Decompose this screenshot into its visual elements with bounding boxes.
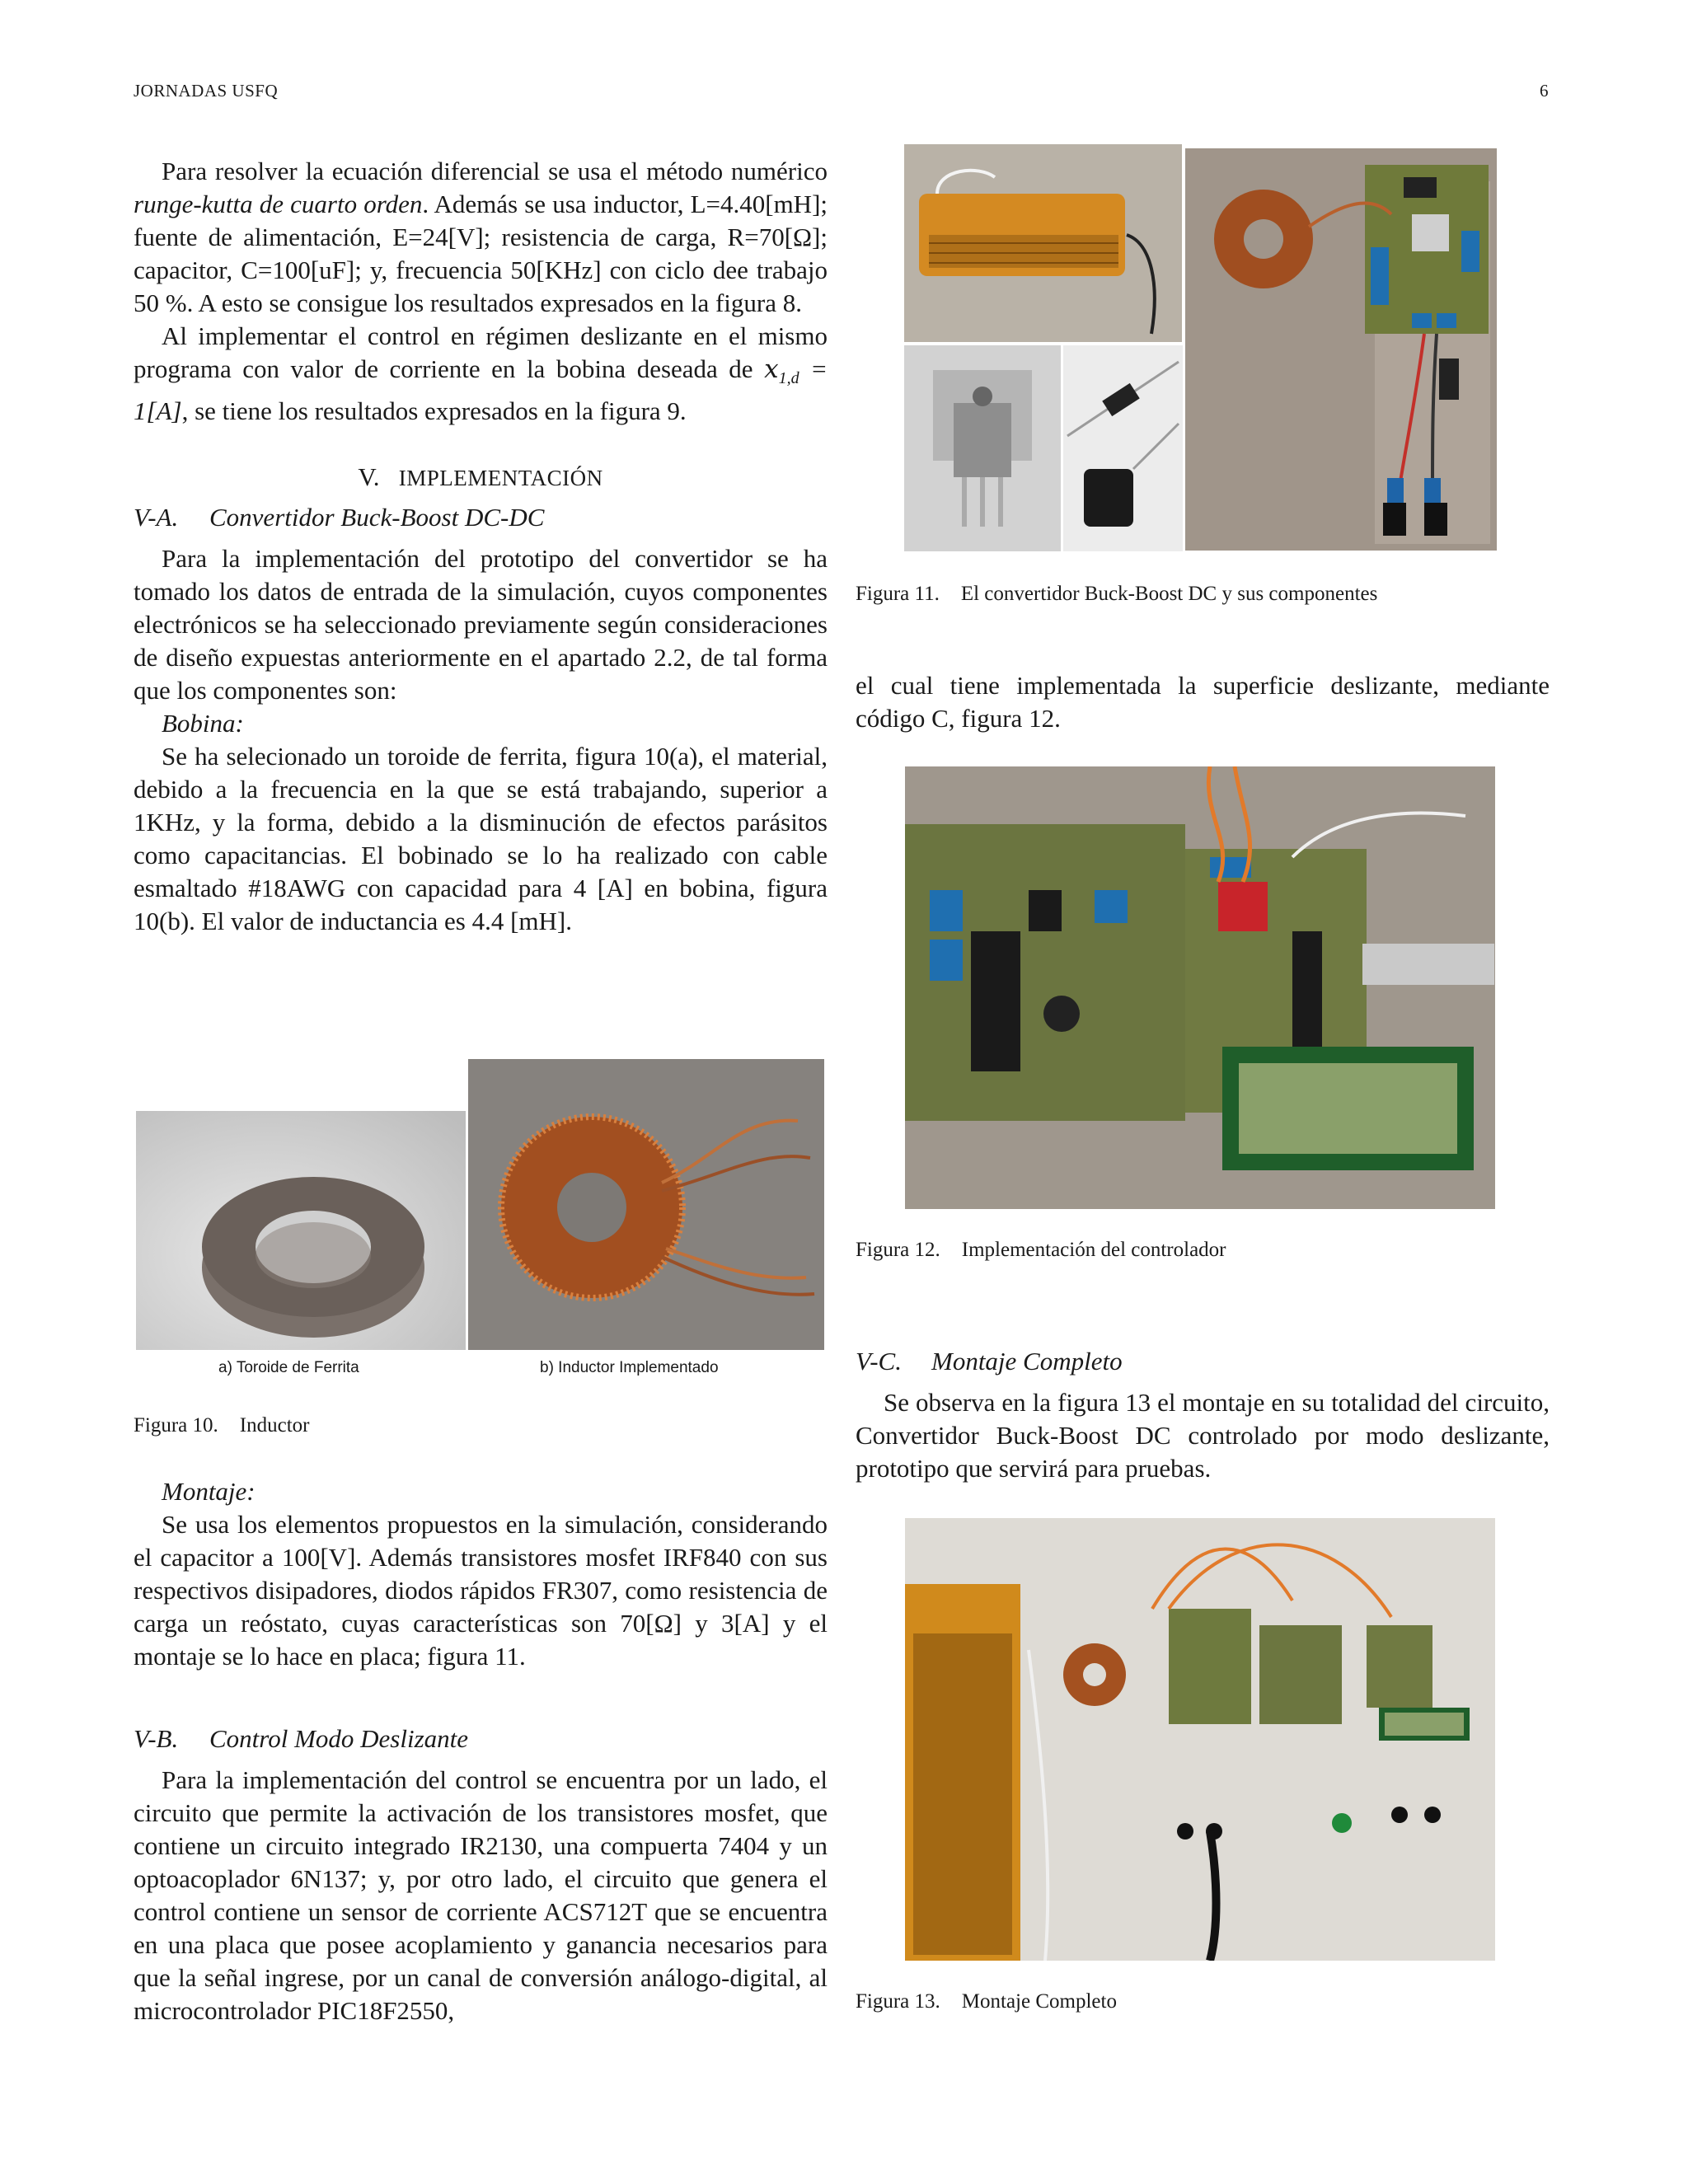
page-number: 6 [1540, 81, 1549, 101]
right-column-top [856, 669, 1550, 735]
transistor-photo [904, 345, 1061, 551]
right-column-middle [856, 1345, 1550, 1485]
bobina-heading: Bobina: [162, 709, 244, 738]
section-heading: V. IMPLEMENTACIÓN [358, 462, 603, 492]
paragraph-8: Se observa en la figura 13 el montaje en su totalidad del circuito, Convertidor Buck-Boost DC controlado por modo deslizante, prototipo que servirá para pruebas. [856, 1388, 1550, 1483]
converter-board-photo [1185, 148, 1497, 551]
paragraph-7: el cual tiene implementada la superficie deslizante, mediante código C, figura 12. [856, 671, 1550, 733]
rheostat-photo [904, 144, 1182, 342]
paragraph-6: Para la implementación del control se encuentra por un lado, el circuito que permite la activación de los transistores mosfet, que contiene un circuito integrado IR2130, una compuerta 7404 y un optoacoplador 6N137; y, por otro lado, el circuito que genera el control contiene un sensor de corriente ACS712T que se encuentra en una placa que posee acoplamiento y ganancia necesarios para que la señal ingrese, por un canal de conversión análogo-digital, al microcontrolador PIC18F2550, [134, 1765, 828, 2025]
paragraph-4: Se ha selecionado un toroide de ferrita, figura 10(a), el material, debido a la frecuencia en la que se está trabajando, superior a 1KHz, y la forma, debido a la disminución de efectos parásitos como capacitancias. El bobinado se lo ha realizado con cable esmaltado #18AWG con capacidad para 4 [A] en bobina, figura 10(b). El valor de inductancia es 4.4 [mH]. [134, 742, 828, 936]
figure-13 [905, 1518, 1495, 1961]
paragraph-1: Para resolver la ecuación diferencial se usa el método numérico runge-kutta de cuarto orden. Además se usa inductor, L=4.40[mH]; fuente de alimentación, E=24[V]; resistencia de carga, R=70[Ω]; capacitor, C=100[uF]; y, frecuencia 50[KHz] con ciclo dee trabajo 50 %. A esto se consigue los resultados expresados en la figura 8. [134, 157, 828, 317]
left-column [134, 155, 828, 938]
paragraph-3: Para la implementación del prototipo del convertidor se ha tomado los datos de entrada de la simulación, cuyos componentes electrónicos se ha seleccionado previamente según consideraciones de diseño expuestas anteriormente en el apartado 2.2, de tal forma que los componentes son: [134, 544, 828, 705]
method-name: runge-kutta de cuarto orden [134, 190, 423, 218]
figure-10 [136, 1059, 824, 1393]
subsection-vc-heading: V-C. Montaje Completo [856, 1347, 1123, 1376]
subfig-a-label: a) Toroide de Ferrita [218, 1359, 359, 1376]
figure-13-caption: Figura 13. Montaje Completo [856, 1990, 1117, 2013]
complete-assembly-photo [905, 1518, 1495, 1961]
subfig-b-label: b) Inductor Implementado [540, 1359, 719, 1376]
figure-12-caption: Figura 12. Implementación del controlador [856, 1239, 1226, 1261]
figure-11-caption: Figura 11. El convertidor Buck-Boost DC y sus componentes [856, 583, 1378, 605]
figure-10-caption: Figura 10. Inductor [134, 1414, 310, 1436]
inductor-photo [468, 1059, 824, 1350]
left-column-lower [134, 1475, 828, 2027]
diode-capacitor-photo [1063, 345, 1183, 551]
toroid-photo [136, 1111, 466, 1350]
montaje-heading: Montaje: [162, 1477, 256, 1506]
subsection-vb-heading: V-B. Control Modo Deslizante [134, 1724, 469, 1753]
running-header: JORNADAS USFQ [134, 81, 279, 101]
subsection-va-heading: V-A. Convertidor Buck-Boost DC-DC [134, 503, 545, 532]
controller-photo [905, 766, 1495, 1209]
paragraph-5: Se usa los elementos propuestos en la simulación, considerando el capacitor a 100[V]. Además transistores mosfet IRF840 con sus respectivos disipadores, diodos rápidos FR307, como resistencia de carga un reóstato, cuyas características son 70[Ω] y 3[A] y el montaje se lo hace en placa; figura 11. [134, 1510, 828, 1671]
figure-12 [905, 766, 1495, 1209]
math-expression: $x_{1,d} = 1[A]$ [134, 354, 828, 426]
paragraph-2: Al implementar el control en régimen deslizante en el mismo programa con valor de corriente en la bobina deseada de $x_{1,d} = 1[A]$, se tiene los resultados expresados en la figura 9. [134, 321, 828, 426]
figure-11 [904, 144, 1498, 552]
